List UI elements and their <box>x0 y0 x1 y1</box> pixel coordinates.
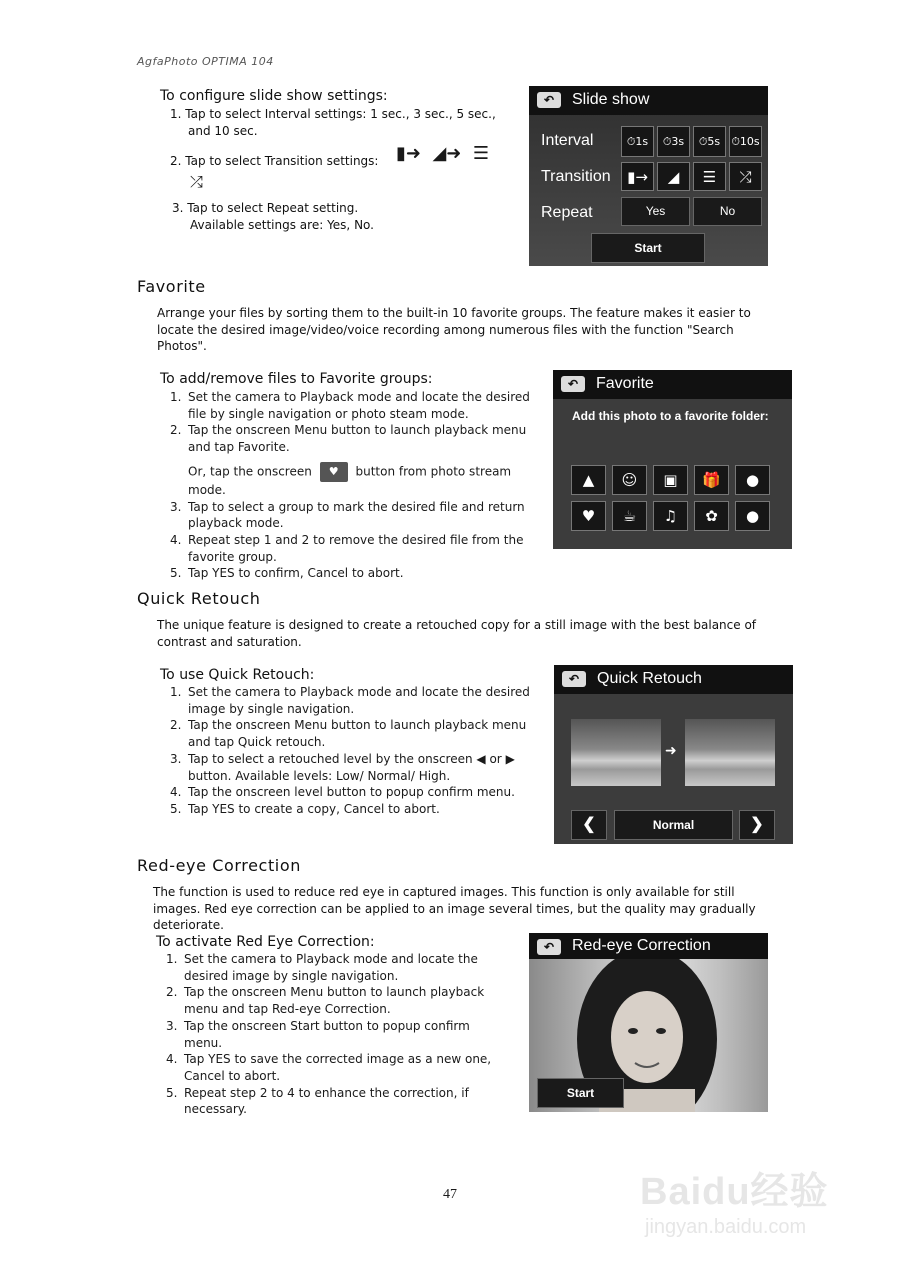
retouch-intro-line-2: contrast and saturation. <box>157 634 302 649</box>
redeye-intro-line-1: The function is used to reduce red eye in captured images. This function is only available for still <box>153 885 735 899</box>
favorite-titlebar <box>553 370 792 399</box>
stripes-icon: ☰ <box>472 143 489 164</box>
retouch-screen <box>554 665 793 844</box>
slideshow-screen <box>529 86 768 266</box>
redeye-step-1: 1. Set the camera to Playback mode and locate the desired image by single navigation. <box>166 952 478 983</box>
retouch-step-2: 2. Tap the onscreen Menu button to launch playback menu and tap Quick retouch. <box>170 718 527 750</box>
favorite-love-icon[interactable]: ♥ <box>571 501 606 531</box>
retouch-step-1: 1. Set the camera to Playback mode and locate the desired image by single navigation. <box>170 685 530 716</box>
slideshow-step-3-block: 3. Tap to select Repeat setting. Available settings are: Yes, No. <box>172 201 374 232</box>
redeye-step-2: 2. Tap the onscreen Menu button to launch playback menu and tap Red-eye Correction. <box>166 985 485 1017</box>
redeye-screen-title: Red-eye Correction <box>572 937 711 954</box>
watermark-brand: Baidu经验 <box>640 1171 829 1213</box>
redeye-step-3: 3. Tap the onscreen Start button to popup confirm menu. <box>166 1018 470 1050</box>
redeye-intro <box>153 884 773 934</box>
favorite-screen-title: Favorite <box>596 375 654 392</box>
page-number: 47 <box>443 1187 457 1202</box>
slideshow-subheading: To configure slide show settings: <box>160 88 388 104</box>
retouch-step-3: 3. Tap to select a retouched level by the onscreen ◀ or ▶ button. Available levels: Low/ Normal/ High. <box>170 751 515 783</box>
retouched-photo <box>685 719 775 786</box>
favorite-steps <box>170 389 548 582</box>
transition-label: Transition <box>541 168 611 185</box>
interval-3s-button[interactable]: ⏱3s <box>657 126 690 157</box>
favorite-heading: Favorite <box>137 277 206 296</box>
retouch-steps <box>170 684 548 818</box>
redeye-heading: Red-eye Correction <box>137 856 301 875</box>
portrait-face <box>611 991 683 1083</box>
transition-wipe-button[interactable]: ▮→ <box>621 162 654 191</box>
transition-random-button[interactable]: ⤮ <box>729 162 762 191</box>
favorite-coffee-icon[interactable]: ☕ <box>612 501 647 531</box>
retouch-subheading: To use Quick Retouch: <box>160 667 315 683</box>
slideshow-step-1: Tap to select Interval settings: 1 sec., 3 sec., 5 sec., <box>185 107 496 121</box>
left-arrow-icon: ◀ <box>476 751 486 766</box>
favorite-birthday-icon[interactable]: ▲ <box>571 465 606 495</box>
repeat-yes-button[interactable]: Yes <box>621 197 690 226</box>
favorite-step-2: 2. Tap the onscreen Menu button to launch playback menu and tap Favorite. <box>170 423 527 455</box>
favorite-gift-icon[interactable]: 🎁 <box>694 465 729 495</box>
slideshow-start-button[interactable]: Start <box>591 233 705 263</box>
transition-stripes-button[interactable]: ☰ <box>693 162 726 191</box>
favorite-heart-button-icon: ♥ <box>320 462 348 482</box>
back-icon[interactable]: ↶ <box>562 671 586 687</box>
redeye-titlebar <box>529 933 768 959</box>
back-icon[interactable]: ↶ <box>537 939 561 955</box>
interval-1s-button[interactable]: ⏱1s <box>621 126 654 157</box>
original-photo <box>571 719 661 786</box>
favorite-music-icon[interactable]: ♫ <box>653 501 688 531</box>
retouch-heading: Quick Retouch <box>137 589 261 608</box>
retouch-intro <box>157 617 777 650</box>
slideshow-step-2: Tap to select Transition settings: <box>185 154 379 169</box>
redeye-screen <box>529 933 768 1112</box>
favorite-step-2-or: Or, tap the onscreen ♥ button from photo stream mode. <box>188 462 548 499</box>
document-header: AgfaPhoto OPTIMA 104 <box>137 55 274 68</box>
redeye-intro-line-2: images. Red eye correction can be applied to an image several times, but the quality may gradually <box>153 901 756 916</box>
shuffle-icon: ⤮ <box>190 172 203 191</box>
favorite-travel-icon[interactable]: ▣ <box>653 465 688 495</box>
repeat-label: Repeat <box>541 204 593 221</box>
favorite-step-5: 5. Tap YES to confirm, Cancel to abort. <box>170 566 404 581</box>
redeye-step-4: 4. Tap YES to save the corrected image as a new one, Cancel to abort. <box>166 1052 492 1083</box>
favorite-intro-line-3: Photos". <box>157 339 207 354</box>
redeye-start-button[interactable]: Start <box>537 1078 624 1108</box>
redeye-subheading: To activate Red Eye Correction: <box>156 934 375 950</box>
retouch-titlebar <box>554 665 793 694</box>
watermark-url: jingyan.baidu.com <box>645 1216 807 1238</box>
interval-label: Interval <box>541 132 594 149</box>
favorite-beauty-icon[interactable]: ● <box>735 501 770 531</box>
right-arrow-icon: ▶ <box>505 751 515 766</box>
redeye-intro-line-3: deteriorate. <box>153 918 224 933</box>
favorite-intro-line-1: Arrange your files by sorting them to the built-in 10 favorite groups. The feature makes it easier to <box>157 306 751 320</box>
interval-10s-button[interactable]: ⏱10s <box>729 126 762 157</box>
favorite-intro <box>157 305 777 355</box>
back-icon[interactable]: ↶ <box>537 92 561 108</box>
interval-5s-button[interactable]: ⏱5s <box>693 126 726 157</box>
favorite-screen <box>553 370 792 549</box>
favorite-pet-icon[interactable]: ● <box>735 465 770 495</box>
level-prev-button[interactable]: ❮ <box>571 810 607 840</box>
arrow-right-icon: ➜ <box>665 743 677 759</box>
retouch-intro-line-1: The unique feature is designed to create a retouched copy for a still image with the best balance of <box>157 618 757 632</box>
slideshow-step-3: Tap to select Repeat setting. <box>187 201 359 215</box>
favorite-step-1: 1. Set the camera to Playback mode and locate the desired file by single navigation or photo steam mode. <box>170 390 530 421</box>
slideshow-step-3-cont: Available settings are: Yes, No. <box>190 217 374 232</box>
redeye-steps <box>166 951 514 1118</box>
portrait-eye-left <box>628 1028 638 1034</box>
retouch-screen-title: Quick Retouch <box>597 670 702 687</box>
slideshow-steps: 1. Tap to select Interval settings: 1 sec., 3 sec., 5 sec., and 10 sec. 2. Tap to select Transition settings: <box>170 106 520 170</box>
wipe-right-icon: ▮➜ <box>396 143 421 164</box>
favorite-subheading: To add/remove files to Favorite groups: <box>160 371 433 387</box>
slide-diagonal-icon: ◢➜ <box>432 143 462 164</box>
favorite-step-3: 3. Tap to select a group to mark the desired file and return playback mode. <box>170 499 525 531</box>
favorite-flower-icon[interactable]: ✿ <box>694 501 729 531</box>
redeye-step-5: 5. Repeat step 2 to 4 to enhance the correction, if necessary. <box>166 1085 469 1117</box>
repeat-no-button[interactable]: No <box>693 197 762 226</box>
back-icon[interactable]: ↶ <box>561 376 585 392</box>
favorite-step-4: 4. Repeat step 1 and 2 to remove the desired file from the favorite group. <box>170 532 524 564</box>
transition-slide-button[interactable]: ◢ <box>657 162 690 191</box>
retouch-step-4: 4. Tap the onscreen level button to popup confirm menu. <box>170 785 515 800</box>
slideshow-titlebar <box>529 86 768 115</box>
favorite-prompt: Add this photo to a favorite folder: <box>572 409 769 423</box>
transition-icons-inline <box>396 143 489 164</box>
favorite-intro-line-2: locate the desired image/video/voice recording among numerous files with the function "Search <box>157 322 734 337</box>
level-next-button[interactable]: ❯ <box>739 810 775 840</box>
slideshow-screen-title: Slide show <box>572 91 650 108</box>
level-button[interactable]: Normal <box>614 810 733 840</box>
portrait-eye-right <box>656 1028 666 1034</box>
retouch-step-5: 5. Tap YES to create a copy, Cancel to abort. <box>170 801 440 816</box>
slideshow-step-1-cont: and 10 sec. <box>188 123 258 138</box>
favorite-family-icon[interactable]: ☺ <box>612 465 647 495</box>
